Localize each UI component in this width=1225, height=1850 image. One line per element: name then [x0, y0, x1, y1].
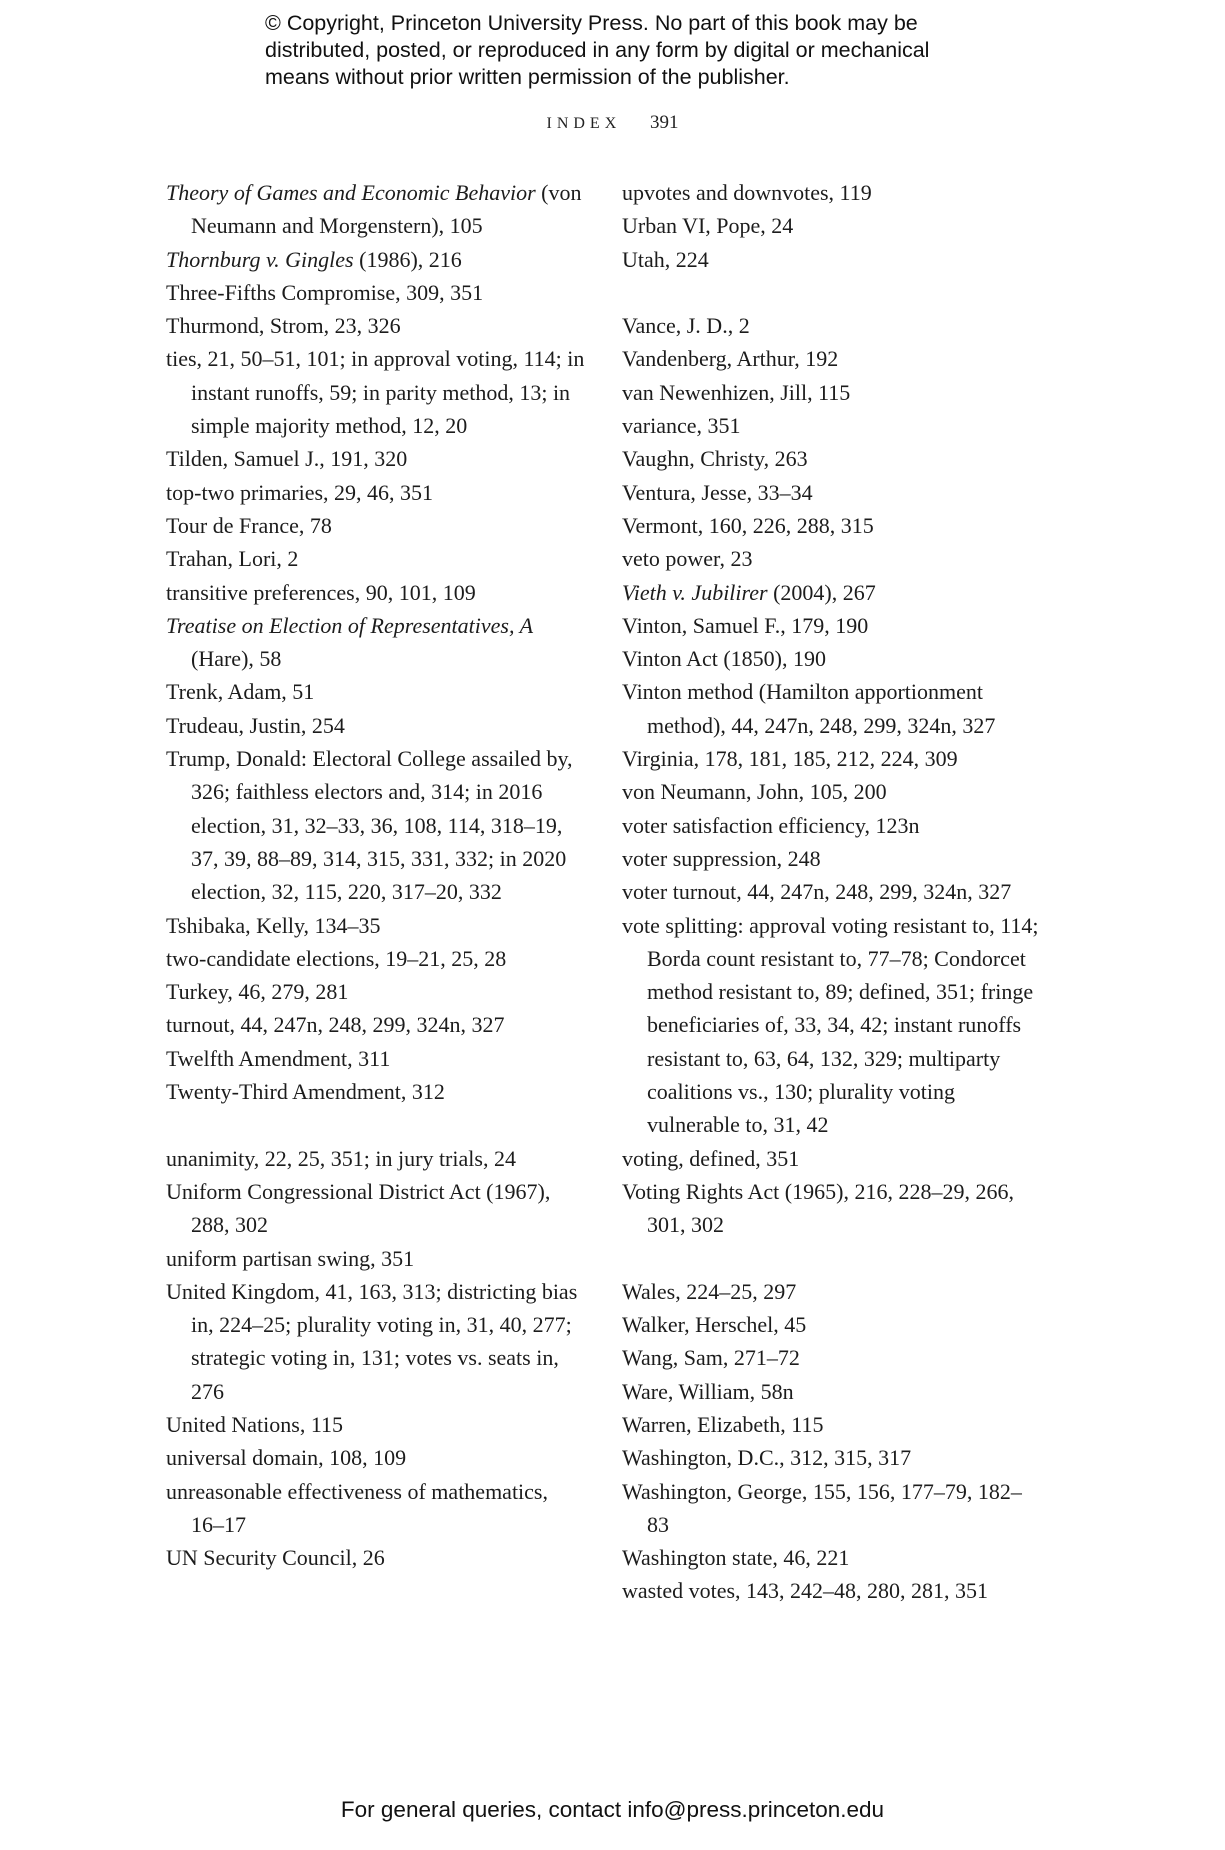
index-entry [166, 909, 586, 942]
page-number: 391 [650, 112, 679, 133]
index-entry [166, 1408, 586, 1441]
index-entry [622, 1574, 1042, 1607]
index-entry [622, 476, 1042, 509]
index-entry-text: ties, 21, 50–51, 101; in approval voting, 114; in instant runoffs, 59; in parity method, 13; in simple majority method, 12, 20 [166, 346, 585, 439]
index-entry-text: (2004), 267 [767, 579, 876, 605]
index-column-right [622, 176, 1042, 1608]
index-entry [166, 309, 586, 342]
index-entry-text: turnout, 44, 247n, 248, 299, 324n, 327 [166, 1012, 505, 1038]
index-column-left [166, 176, 586, 1574]
index-entry [166, 1242, 586, 1275]
index-entry-text: Voting Rights Act (1965), 216, 228–29, 266, 301, 302 [622, 1178, 1014, 1238]
index-entry-text: voter suppression, 248 [622, 845, 821, 871]
index-entry-text: Vance, J. D., 2 [622, 313, 750, 339]
index-entry-text: Vinton, Samuel F., 179, 190 [622, 612, 869, 638]
index-entry-text: United Nations, 115 [166, 1411, 343, 1437]
index-entry [622, 809, 1042, 842]
copyright-line: distributed, posted, or reproduced in any form by digital or mechanical [265, 38, 930, 62]
index-entry [166, 1541, 586, 1574]
index-entry-text: Twenty-Third Amendment, 312 [166, 1079, 445, 1105]
index-entry-text: United Kingdom, 41, 163, 313; districting bias in, 224–25; plurality voting in, 31, 40, 277; strategic voting in, 131; votes vs. seats in, 276 [166, 1278, 578, 1404]
index-entry [622, 609, 1042, 642]
index-entry [622, 1308, 1042, 1341]
index-entry [166, 1275, 586, 1408]
index-entry-text: Washington state, 46, 221 [622, 1545, 850, 1571]
index-entry-text: Vermont, 160, 226, 288, 315 [622, 512, 874, 538]
index-entry [622, 243, 1042, 276]
index-entry-text: unreasonable effectiveness of mathematics, 16–17 [166, 1478, 548, 1537]
index-entry-text: top-two primaries, 29, 46, 351 [166, 479, 434, 505]
index-entry [166, 742, 586, 908]
index-entry-text: (von Neumann and Morgenstern), 105 [191, 180, 582, 239]
index-entry-text: (Hare), 58 [191, 646, 282, 672]
index-entry [622, 576, 1042, 609]
index-entry [166, 576, 586, 609]
index-entry-text: Twelfth Amendment, 311 [166, 1045, 391, 1071]
index-entry-text: Washington, George, 155, 156, 177–79, 182–83 [622, 1478, 1022, 1537]
index-entry [622, 509, 1042, 542]
index-entry-text: Tshibaka, Kelly, 134–35 [166, 912, 381, 938]
index-entry [166, 1075, 586, 1108]
index-entry-text: Thurmond, Strom, 23, 326 [166, 313, 401, 339]
index-entry [622, 442, 1042, 475]
letter-group-gap [622, 276, 1042, 309]
index-entry [166, 1142, 586, 1175]
index-entry-text: Urban VI, Pope, 24 [622, 213, 794, 239]
letter-group-gap [622, 1242, 1042, 1275]
index-entry-text: Ware, William, 58n [622, 1378, 794, 1404]
index-entry-text: Trenk, Adam, 51 [166, 679, 315, 705]
index-entry [622, 742, 1042, 775]
index-entry-text: UN Security Council, 26 [166, 1545, 385, 1571]
index-entry [166, 609, 586, 676]
index-entry-text: Vandenberg, Arthur, 192 [622, 346, 839, 372]
index-entry [622, 176, 1042, 209]
index-entry [622, 209, 1042, 242]
index-entry-text: Virginia, 178, 181, 185, 212, 224, 309 [622, 746, 958, 772]
copyright-line: © Copyright, Princeton University Press. No part of this book may be [265, 11, 918, 35]
index-entry [166, 276, 586, 309]
index-entry-title: Theory of Games and Economic Behavior [166, 180, 536, 205]
index-entry [622, 1541, 1042, 1574]
copyright-notice [265, 10, 1025, 91]
index-entry [622, 875, 1042, 908]
index-entry [166, 975, 586, 1008]
index-entry [166, 243, 586, 276]
index-entry-text: Tilden, Samuel J., 191, 320 [166, 446, 408, 472]
index-entry [166, 942, 586, 975]
index-entry-text: two-candidate elections, 19–21, 25, 28 [166, 945, 507, 971]
index-entry-text: voter turnout, 44, 247n, 248, 299, 324n, 327 [622, 879, 1012, 905]
footer-contact: For general queries, contact info@press.princeton.edu [340, 1797, 885, 1822]
index-entry [622, 542, 1042, 575]
index-entry-text: Wales, 224–25, 297 [622, 1278, 797, 1304]
index-entry-text: variance, 351 [622, 413, 741, 439]
index-entry [166, 1441, 586, 1474]
index-entry [166, 342, 586, 442]
index-entry [622, 342, 1042, 375]
index-entry-text: Trahan, Lori, 2 [166, 546, 299, 572]
index-entry-text: von Neumann, John, 105, 200 [622, 779, 887, 805]
index-entry [622, 1408, 1042, 1441]
index-entry [622, 909, 1042, 1142]
index-entry [622, 1441, 1042, 1474]
index-entry-text: Turkey, 46, 279, 281 [166, 979, 349, 1005]
index-entry-text: Utah, 224 [622, 246, 709, 272]
index-entry [166, 542, 586, 575]
index-entry [622, 409, 1042, 442]
index-entry-text: Wang, Sam, 271–72 [622, 1345, 800, 1371]
index-entry-text: uniform partisan swing, 351 [166, 1245, 415, 1271]
index-entry-text: van Newenhizen, Jill, 115 [622, 379, 851, 405]
index-entry [622, 842, 1042, 875]
index-entry-text: Vinton method (Hamilton apportionment method), 44, 247n, 248, 299, 324n, 327 [622, 679, 996, 738]
index-entry [622, 642, 1042, 675]
index-entry [622, 376, 1042, 409]
index-entry [166, 509, 586, 542]
index-entry [622, 1175, 1042, 1242]
index-entry-text: vote splitting: approval voting resistant to, 114; Borda count resistant to, 77–78; Condorcet method resistant to, 89; defined, 351; fringe beneficiaries of, 33, 34, 42; instant runoffs resistant to, 63, 64, 132, 329; multiparty coalitions vs., 130; plurality voting vulnerable to, 31, 42 [622, 912, 1039, 1138]
index-entry [622, 309, 1042, 342]
index-entry-text: Vinton Act (1850), 190 [622, 646, 826, 672]
index-entry [622, 1375, 1042, 1408]
index-entry [622, 1275, 1042, 1308]
index-entry [622, 1475, 1042, 1542]
index-entry-title: Vieth v. Jubilirer [622, 579, 768, 605]
index-entry-text: voter satisfaction efficiency, 123n [622, 812, 920, 838]
index-entry [622, 675, 1042, 742]
index-entry-text: Tour de France, 78 [166, 512, 332, 538]
index-entry-text: transitive preferences, 90, 101, 109 [166, 579, 476, 605]
index-entry-text: universal domain, 108, 109 [166, 1445, 407, 1471]
letter-group-gap [166, 1108, 586, 1141]
index-entry-text: voting, defined, 351 [622, 1145, 800, 1171]
index-entry [166, 675, 586, 708]
index-entry [166, 476, 586, 509]
running-head [0, 112, 1225, 134]
index-entry [166, 1042, 586, 1075]
index-entry [622, 1341, 1042, 1374]
index-entry-text: Walker, Herschel, 45 [622, 1312, 807, 1338]
index-entry-title: Treatise on Election of Representatives, A [166, 612, 534, 638]
index-entry-text: Washington, D.C., 312, 315, 317 [622, 1445, 912, 1471]
index-entry-text: Three-Fifths Compromise, 309, 351 [166, 279, 484, 305]
index-entry-text: wasted votes, 143, 242–48, 280, 281, 351 [622, 1578, 989, 1604]
index-entry-text: Trudeau, Justin, 254 [166, 712, 345, 738]
index-entry [622, 775, 1042, 808]
index-entry [622, 1142, 1042, 1175]
running-head-label: INDEX [546, 115, 622, 132]
index-entry [166, 1475, 586, 1542]
index-entry [166, 176, 586, 243]
index-entry-text: Trump, Donald: Electoral College assailed by, 326; faithless electors and, 314; in 2016 election, 31, 32–33, 36, 108, 114, 318–19, 37, 39, 88–89, 314, 315, 331, 332; in 2020 election, 32, 115, 220, 317–20, 332 [166, 746, 573, 905]
index-entry [166, 1008, 586, 1041]
index-entry-text: Warren, Elizabeth, 115 [622, 1411, 824, 1437]
index-entry [166, 709, 586, 742]
index-entry [166, 1175, 586, 1242]
index-entry [166, 442, 586, 475]
index-entry-text: upvotes and downvotes, 119 [622, 180, 872, 205]
index-entry-text: Ventura, Jesse, 33–34 [622, 479, 813, 505]
index-entry-title: Thornburg v. Gingles [166, 246, 354, 272]
index-entry-text: Uniform Congressional District Act (1967), 288, 302 [166, 1178, 551, 1238]
index-entry-text: Vaughn, Christy, 263 [622, 446, 808, 472]
index-entry-text: unanimity, 22, 25, 351; in jury trials, 24 [166, 1145, 516, 1171]
index-entry-text: (1986), 216 [353, 246, 462, 272]
index-entry-text: veto power, 23 [622, 546, 753, 572]
copyright-line: means without prior written permission of the publisher. [265, 65, 790, 89]
